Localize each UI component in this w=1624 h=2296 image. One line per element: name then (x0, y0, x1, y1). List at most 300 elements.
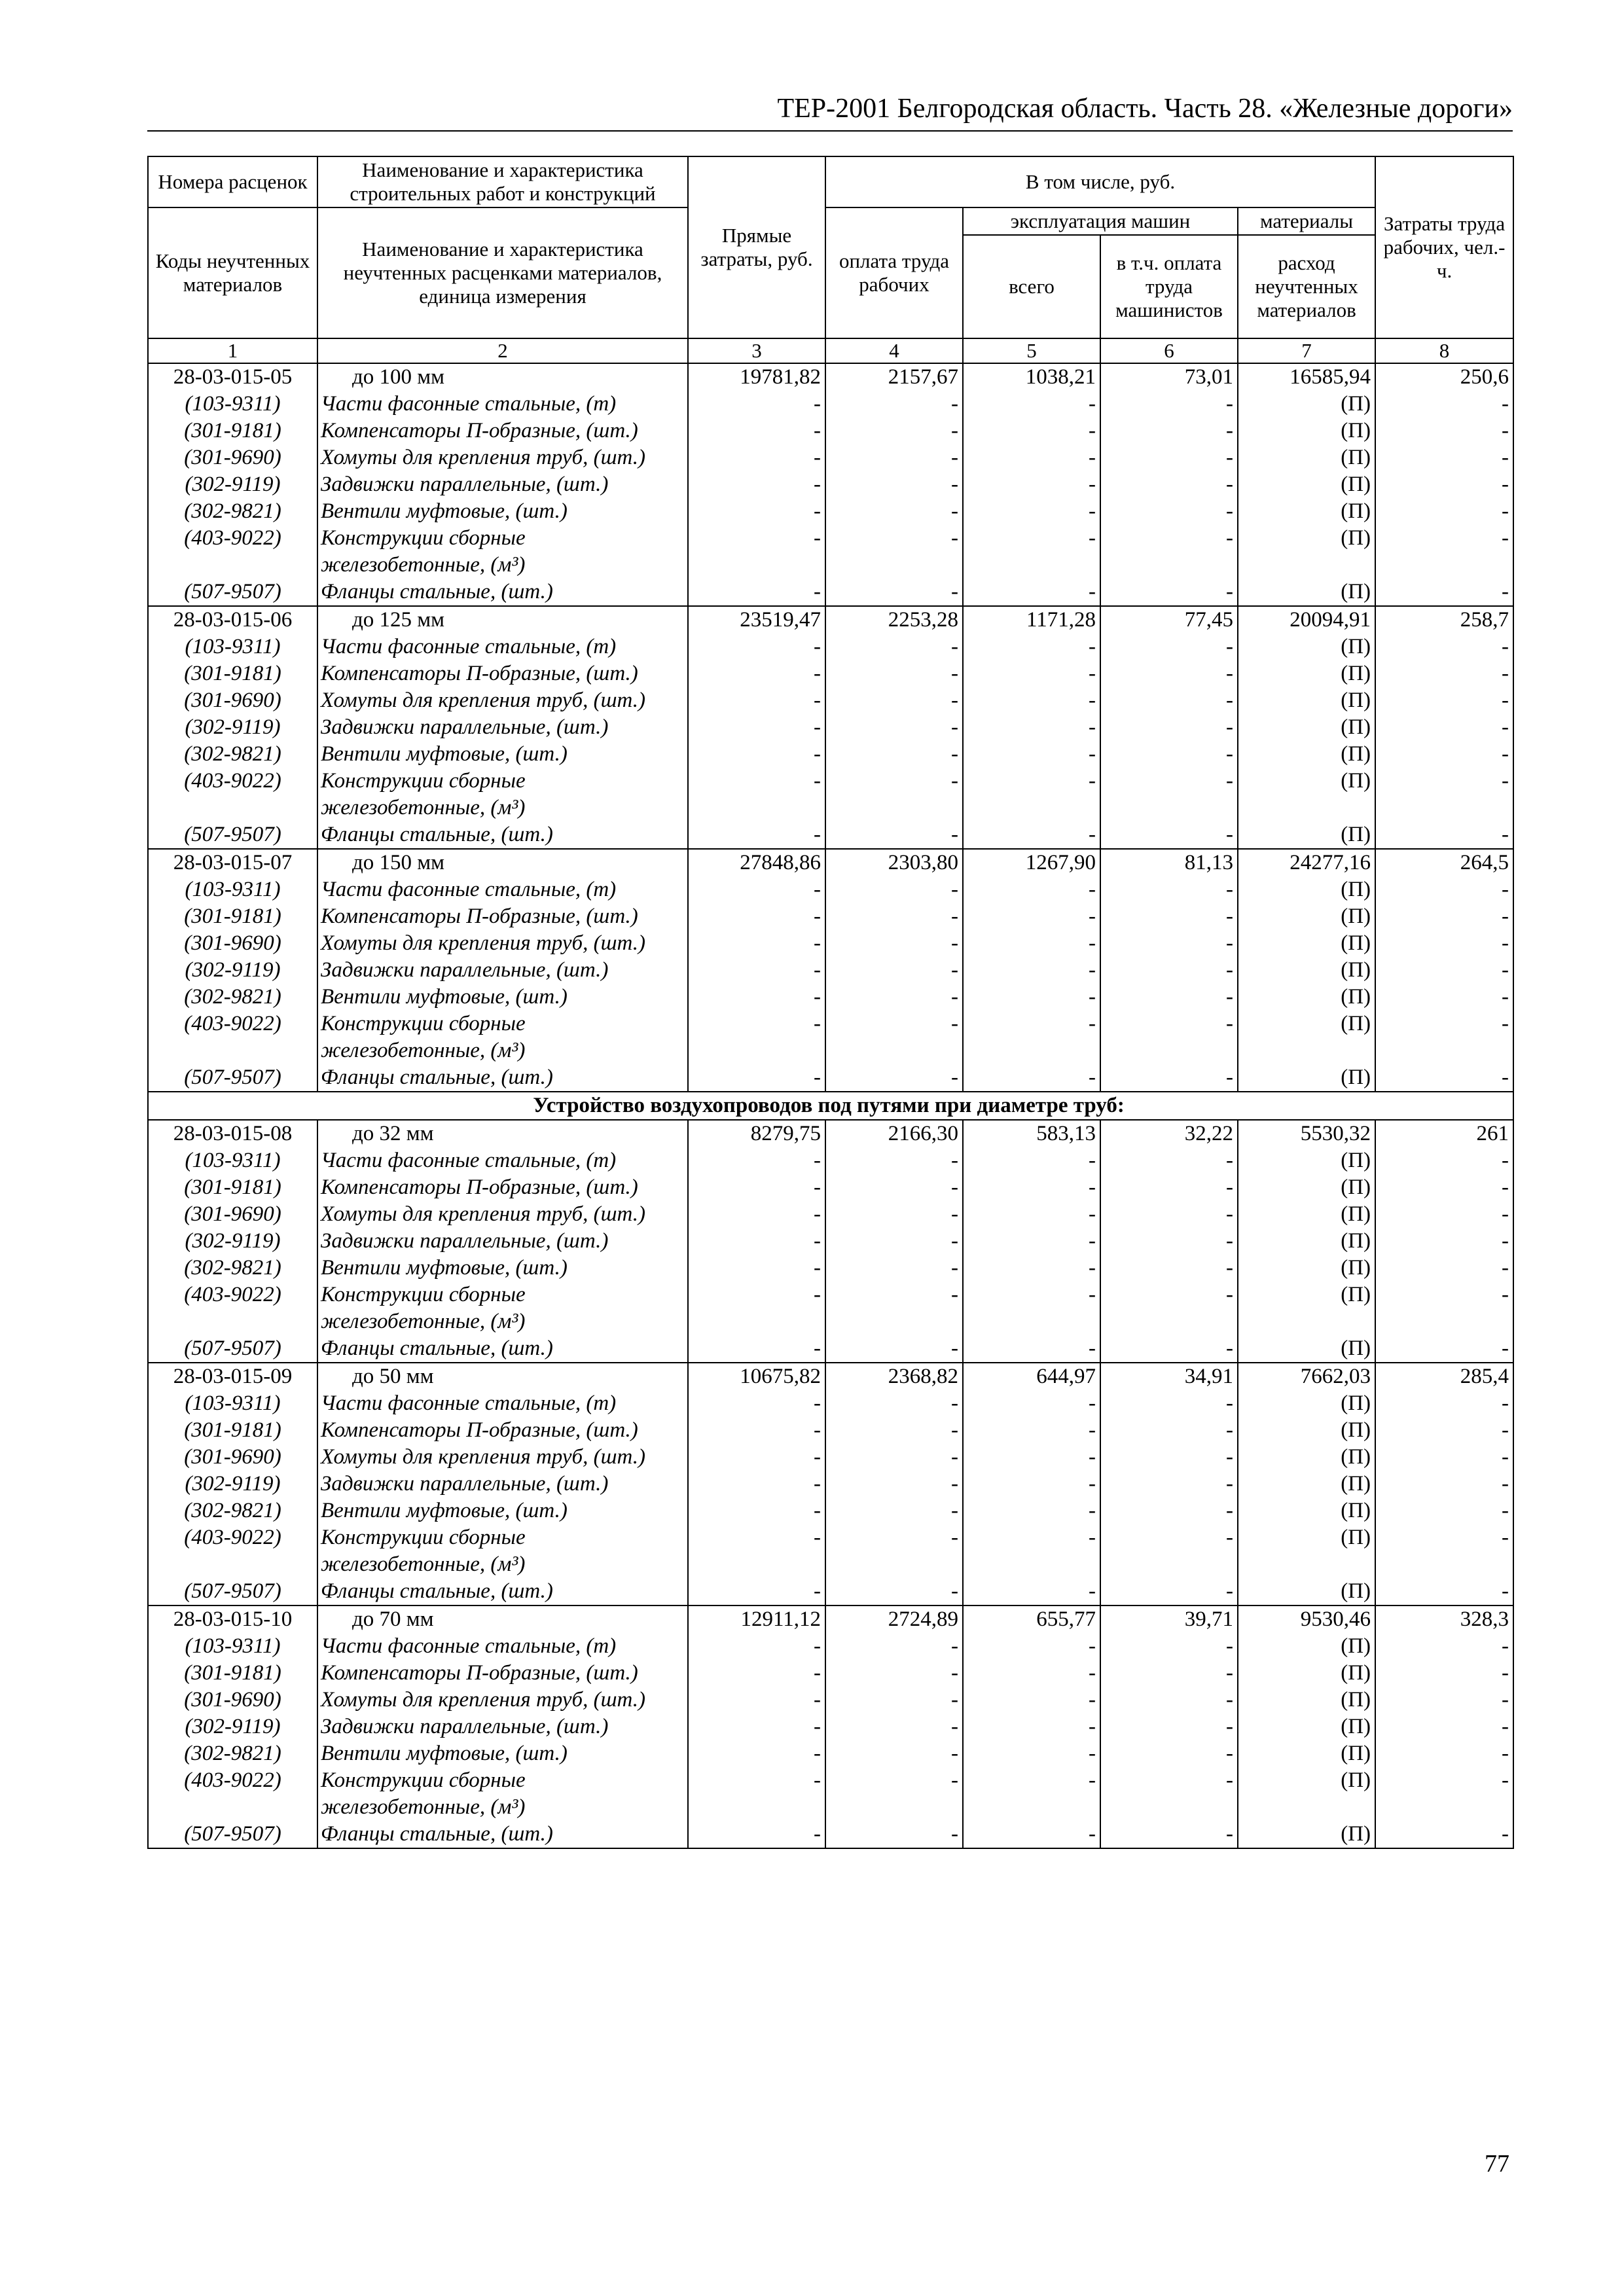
header-rule (147, 130, 1513, 132)
material-code: (507-9507) (148, 821, 317, 849)
material-flag: (П) (1238, 984, 1375, 1011)
rate-value: 39,71 (1100, 1605, 1238, 1633)
rate-code: 28-03-015-06 (148, 606, 317, 634)
material-row (148, 1417, 1513, 1444)
material-dash: - (1375, 1444, 1513, 1471)
price-table (147, 156, 1514, 1849)
column-number: 8 (1375, 338, 1513, 363)
column-number: 2 (317, 338, 688, 363)
material-name: Хомуты для крепления труб, (шт.) (317, 444, 688, 471)
material-dash: - (1100, 1174, 1238, 1201)
material-code: (507-9507) (148, 1064, 317, 1092)
material-dash: - (1100, 876, 1238, 903)
material-dash: - (963, 525, 1100, 579)
material-dash: - (688, 1147, 825, 1174)
rate-value: 2368,82 (825, 1363, 963, 1390)
material-dash: - (825, 391, 963, 418)
material-dash: - (963, 957, 1100, 984)
rate-row (148, 1363, 1513, 1390)
material-dash: - (1100, 1444, 1238, 1471)
material-dash: - (963, 1201, 1100, 1228)
material-dash: - (825, 634, 963, 660)
material-dash: - (688, 418, 825, 444)
material-dash: - (1100, 1740, 1238, 1767)
material-dash: - (825, 687, 963, 714)
material-name: Части фасонные стальные, (т) (317, 1390, 688, 1417)
material-dash: - (688, 1660, 825, 1687)
rate-value: 264,5 (1375, 849, 1513, 876)
material-code: (301-9690) (148, 1444, 317, 1471)
material-dash: - (688, 1255, 825, 1282)
material-row (148, 471, 1513, 498)
material-dash: - (688, 579, 825, 606)
material-dash: - (688, 1767, 825, 1821)
rate-value: 8279,75 (688, 1120, 825, 1147)
material-dash: - (963, 1767, 1100, 1821)
material-code: (403-9022) (148, 525, 317, 579)
material-dash: - (825, 1417, 963, 1444)
material-dash: - (1100, 1578, 1238, 1605)
material-dash: - (1375, 1147, 1513, 1174)
material-dash: - (963, 876, 1100, 903)
material-row (148, 1633, 1513, 1660)
col-material-codes-header: Коды неучтенных материалов (148, 207, 317, 338)
material-flag: (П) (1238, 1498, 1375, 1524)
material-row (148, 1660, 1513, 1687)
material-dash: - (1100, 984, 1238, 1011)
material-dash: - (1100, 1767, 1238, 1821)
material-dash: - (963, 714, 1100, 741)
material-dash: - (688, 984, 825, 1011)
material-name: Компенсаторы П-образные, (шт.) (317, 660, 688, 687)
rate-value: 9530,46 (1238, 1605, 1375, 1633)
material-dash: - (1100, 1228, 1238, 1255)
material-name: Задвижки параллельные, (шт.) (317, 714, 688, 741)
material-dash: - (963, 1444, 1100, 1471)
material-code: (301-9690) (148, 687, 317, 714)
material-flag: (П) (1238, 579, 1375, 606)
material-code: (302-9119) (148, 1228, 317, 1255)
material-row (148, 821, 1513, 849)
rate-value: 23519,47 (688, 606, 825, 634)
material-dash: - (688, 1174, 825, 1201)
material-dash: - (688, 1740, 825, 1767)
material-dash: - (963, 1147, 1100, 1174)
material-flag: (П) (1238, 1821, 1375, 1848)
material-code: (302-9821) (148, 1498, 317, 1524)
material-name: Фланцы стальные, (шт.) (317, 1064, 688, 1092)
material-dash: - (963, 1064, 1100, 1092)
rate-value: 1171,28 (963, 606, 1100, 634)
material-code: (302-9119) (148, 471, 317, 498)
material-dash: - (1100, 957, 1238, 984)
material-name: Конструкции сборные железобетонные, (м³) (317, 1282, 688, 1335)
material-dash: - (1100, 579, 1238, 606)
material-code: (403-9022) (148, 1767, 317, 1821)
material-dash: - (825, 1444, 963, 1471)
col-labor-hours-header: Затраты труда рабочих, чел.-ч. (1375, 156, 1513, 338)
material-flag: (П) (1238, 741, 1375, 768)
material-name: Компенсаторы П-образные, (шт.) (317, 1660, 688, 1687)
material-code: (403-9022) (148, 1282, 317, 1335)
material-name: Компенсаторы П-образные, (шт.) (317, 903, 688, 930)
material-dash: - (1375, 471, 1513, 498)
material-dash: - (825, 1201, 963, 1228)
material-dash: - (825, 1498, 963, 1524)
material-dash: - (1375, 1255, 1513, 1282)
material-row (148, 903, 1513, 930)
material-dash: - (825, 1174, 963, 1201)
material-dash: - (1100, 1335, 1238, 1363)
material-dash: - (1100, 741, 1238, 768)
material-name: Компенсаторы П-образные, (шт.) (317, 1417, 688, 1444)
material-flag: (П) (1238, 714, 1375, 741)
material-flag: (П) (1238, 660, 1375, 687)
material-dash: - (688, 1335, 825, 1363)
material-dash: - (1375, 930, 1513, 957)
material-dash: - (688, 1390, 825, 1417)
material-dash: - (963, 1255, 1100, 1282)
table-body (148, 363, 1513, 1848)
material-flag: (П) (1238, 1201, 1375, 1228)
rate-value: 258,7 (1375, 606, 1513, 634)
material-row (148, 930, 1513, 957)
material-row (148, 1444, 1513, 1471)
rate-row (148, 1120, 1513, 1147)
column-number: 3 (688, 338, 825, 363)
col-direct-costs-header: Прямые затраты, руб. (688, 156, 825, 338)
material-row (148, 444, 1513, 471)
material-dash: - (1100, 1147, 1238, 1174)
material-flag: (П) (1238, 1444, 1375, 1471)
material-flag: (П) (1238, 821, 1375, 849)
material-dash: - (688, 471, 825, 498)
material-row (148, 1201, 1513, 1228)
material-code: (403-9022) (148, 1524, 317, 1578)
rate-code: 28-03-015-09 (148, 1363, 317, 1390)
material-dash: - (825, 1713, 963, 1740)
rate-value: 27848,86 (688, 849, 825, 876)
material-code: (301-9181) (148, 903, 317, 930)
material-code: (301-9181) (148, 1660, 317, 1687)
material-dash: - (963, 741, 1100, 768)
material-dash: - (688, 1444, 825, 1471)
material-flag: (П) (1238, 930, 1375, 957)
rate-value: 77,45 (1100, 606, 1238, 634)
material-row (148, 1713, 1513, 1740)
material-dash: - (1375, 984, 1513, 1011)
material-code: (103-9311) (148, 1147, 317, 1174)
rate-value: 655,77 (963, 1605, 1100, 1633)
material-code: (301-9690) (148, 1687, 317, 1713)
material-code: (103-9311) (148, 1390, 317, 1417)
material-code: (302-9821) (148, 741, 317, 768)
material-dash: - (688, 957, 825, 984)
rate-value: 1038,21 (963, 363, 1100, 391)
material-dash: - (963, 1471, 1100, 1498)
material-dash: - (1375, 1335, 1513, 1363)
rate-value: 5530,32 (1238, 1120, 1375, 1147)
material-dash: - (1375, 579, 1513, 606)
material-dash: - (963, 687, 1100, 714)
material-name: Хомуты для крепления труб, (шт.) (317, 1201, 688, 1228)
material-dash: - (1375, 391, 1513, 418)
material-row (148, 1821, 1513, 1848)
material-dash: - (825, 1011, 963, 1064)
material-dash: - (1375, 1471, 1513, 1498)
material-name: Конструкции сборные железобетонные, (м³) (317, 525, 688, 579)
material-flag: (П) (1238, 1578, 1375, 1605)
rate-value: 583,13 (963, 1120, 1100, 1147)
material-dash: - (1375, 1687, 1513, 1713)
rate-value: 16585,94 (1238, 363, 1375, 391)
group-materials-header: материалы (1238, 207, 1375, 235)
material-flag: (П) (1238, 1524, 1375, 1578)
material-row (148, 579, 1513, 606)
material-flag: (П) (1238, 1471, 1375, 1498)
material-name: Конструкции сборные железобетонные, (м³) (317, 1011, 688, 1064)
material-dash: - (825, 1821, 963, 1848)
material-dash: - (825, 1282, 963, 1335)
rate-row (148, 606, 1513, 634)
section-heading: Устройство воздухопроводов под путями при диаметре труб: (148, 1092, 1513, 1120)
material-dash: - (963, 1821, 1100, 1848)
material-name: Вентили муфтовые, (шт.) (317, 741, 688, 768)
material-dash: - (963, 1498, 1100, 1524)
rate-value: 73,01 (1100, 363, 1238, 391)
column-numbers-row (148, 338, 1513, 363)
material-dash: - (825, 418, 963, 444)
rate-value: 2253,28 (825, 606, 963, 634)
rate-value: 2166,30 (825, 1120, 963, 1147)
material-dash: - (825, 1633, 963, 1660)
material-dash: - (963, 1335, 1100, 1363)
rate-row (148, 363, 1513, 391)
rate-code: 28-03-015-10 (148, 1605, 317, 1633)
material-dash: - (963, 1390, 1100, 1417)
material-dash: - (1375, 1064, 1513, 1092)
rate-value: 20094,91 (1238, 606, 1375, 634)
material-flag: (П) (1238, 525, 1375, 579)
material-code: (301-9181) (148, 660, 317, 687)
material-dash: - (963, 660, 1100, 687)
material-flag: (П) (1238, 1147, 1375, 1174)
material-dash: - (688, 1713, 825, 1740)
material-dash: - (825, 1687, 963, 1713)
material-dash: - (1375, 903, 1513, 930)
material-dash: - (688, 930, 825, 957)
rate-value: 81,13 (1100, 849, 1238, 876)
material-dash: - (1100, 903, 1238, 930)
material-row (148, 1228, 1513, 1255)
material-row (148, 714, 1513, 741)
material-name: Задвижки параллельные, (шт.) (317, 471, 688, 498)
rate-name: до 70 мм (317, 1605, 688, 1633)
material-row (148, 1687, 1513, 1713)
col-material-name-header: Наименование и характеристика неучтенных расценками материалов, единица измерения (317, 207, 688, 338)
col-material-usage-header: расход неучтенных материалов (1238, 235, 1375, 338)
material-dash: - (825, 1147, 963, 1174)
material-dash: - (1100, 1713, 1238, 1740)
material-code: (301-9690) (148, 444, 317, 471)
material-code: (507-9507) (148, 1335, 317, 1363)
material-dash: - (1100, 634, 1238, 660)
material-row (148, 768, 1513, 821)
col-work-name-header: Наименование и характеристика строительных работ и конструкций (317, 156, 688, 207)
material-dash: - (825, 1740, 963, 1767)
material-dash: - (1100, 1201, 1238, 1228)
material-name: Вентили муфтовые, (шт.) (317, 498, 688, 525)
material-dash: - (1375, 1578, 1513, 1605)
material-row (148, 1011, 1513, 1064)
rate-value: 34,91 (1100, 1363, 1238, 1390)
material-dash: - (963, 471, 1100, 498)
material-dash: - (688, 1498, 825, 1524)
material-dash: - (688, 1228, 825, 1255)
material-name: Хомуты для крепления труб, (шт.) (317, 687, 688, 714)
material-dash: - (963, 418, 1100, 444)
material-flag: (П) (1238, 444, 1375, 471)
material-dash: - (1100, 660, 1238, 687)
column-number: 1 (148, 338, 317, 363)
section-heading-row (148, 1092, 1513, 1120)
material-row (148, 634, 1513, 660)
material-dash: - (688, 1578, 825, 1605)
material-dash: - (825, 1390, 963, 1417)
material-row (148, 1282, 1513, 1335)
material-dash: - (1375, 1011, 1513, 1064)
material-name: Задвижки параллельные, (шт.) (317, 1471, 688, 1498)
material-dash: - (825, 984, 963, 1011)
material-dash: - (825, 1064, 963, 1092)
material-dash: - (688, 1064, 825, 1092)
material-dash: - (1100, 1390, 1238, 1417)
material-flag: (П) (1238, 1633, 1375, 1660)
material-dash: - (963, 1687, 1100, 1713)
material-dash: - (1100, 687, 1238, 714)
rate-code: 28-03-015-08 (148, 1120, 317, 1147)
rate-name: до 150 мм (317, 849, 688, 876)
material-dash: - (825, 1228, 963, 1255)
material-row (148, 876, 1513, 903)
material-code: (301-9690) (148, 1201, 317, 1228)
material-dash: - (1375, 634, 1513, 660)
material-row (148, 1335, 1513, 1363)
material-dash: - (688, 768, 825, 821)
material-dash: - (1100, 821, 1238, 849)
material-name: Части фасонные стальные, (т) (317, 391, 688, 418)
material-code: (103-9311) (148, 1633, 317, 1660)
material-dash: - (963, 1011, 1100, 1064)
material-dash: - (963, 498, 1100, 525)
material-dash: - (1375, 1660, 1513, 1687)
material-dash: - (688, 1011, 825, 1064)
rate-value: 328,3 (1375, 1605, 1513, 1633)
material-dash: - (825, 471, 963, 498)
rate-value: 24277,16 (1238, 849, 1375, 876)
material-dash: - (963, 1228, 1100, 1255)
material-dash: - (1375, 1390, 1513, 1417)
material-dash: - (1100, 1011, 1238, 1064)
material-name: Компенсаторы П-образные, (шт.) (317, 418, 688, 444)
material-dash: - (963, 984, 1100, 1011)
material-dash: - (1375, 418, 1513, 444)
material-name: Фланцы стальные, (шт.) (317, 821, 688, 849)
material-dash: - (1100, 1660, 1238, 1687)
rate-value: 19781,82 (688, 363, 825, 391)
material-row (148, 660, 1513, 687)
rate-value: 261 (1375, 1120, 1513, 1147)
material-dash: - (1375, 1498, 1513, 1524)
material-dash: - (1375, 957, 1513, 984)
material-flag: (П) (1238, 876, 1375, 903)
material-dash: - (1100, 1417, 1238, 1444)
material-dash: - (963, 1713, 1100, 1740)
material-dash: - (688, 1471, 825, 1498)
material-dash: - (825, 1524, 963, 1578)
material-flag: (П) (1238, 957, 1375, 984)
material-dash: - (963, 903, 1100, 930)
material-name: Задвижки параллельные, (шт.) (317, 1713, 688, 1740)
material-dash: - (688, 687, 825, 714)
material-code: (302-9119) (148, 714, 317, 741)
material-code: (507-9507) (148, 1578, 317, 1605)
material-dash: - (963, 391, 1100, 418)
material-dash: - (688, 498, 825, 525)
material-dash: - (688, 391, 825, 418)
material-dash: - (963, 634, 1100, 660)
material-row (148, 1174, 1513, 1201)
material-dash: - (1375, 1740, 1513, 1767)
material-dash: - (1375, 741, 1513, 768)
material-dash: - (1375, 876, 1513, 903)
material-flag: (П) (1238, 1687, 1375, 1713)
material-flag: (П) (1238, 1255, 1375, 1282)
material-dash: - (825, 821, 963, 849)
material-dash: - (1375, 1228, 1513, 1255)
material-code: (302-9119) (148, 957, 317, 984)
material-row (148, 957, 1513, 984)
material-dash: - (963, 444, 1100, 471)
material-flag: (П) (1238, 471, 1375, 498)
material-dash: - (825, 930, 963, 957)
material-flag: (П) (1238, 687, 1375, 714)
rate-value: 7662,03 (1238, 1363, 1375, 1390)
material-row (148, 984, 1513, 1011)
material-dash: - (963, 579, 1100, 606)
col-worker-pay-header: оплата труда рабочих (825, 207, 963, 338)
rate-value: 12911,12 (688, 1605, 825, 1633)
material-dash: - (825, 498, 963, 525)
material-dash: - (825, 525, 963, 579)
material-dash: - (688, 1282, 825, 1335)
material-dash: - (1100, 1471, 1238, 1498)
rate-value: 2724,89 (825, 1605, 963, 1633)
material-dash: - (963, 1660, 1100, 1687)
material-flag: (П) (1238, 498, 1375, 525)
material-dash: - (1100, 1498, 1238, 1524)
col-machines-total-header: всего (963, 235, 1100, 338)
material-code: (103-9311) (148, 876, 317, 903)
rate-value: 644,97 (963, 1363, 1100, 1390)
material-dash: - (688, 1821, 825, 1848)
material-row (148, 525, 1513, 579)
material-dash: - (963, 1282, 1100, 1335)
material-dash: - (1100, 714, 1238, 741)
material-flag: (П) (1238, 1335, 1375, 1363)
material-dash: - (1375, 525, 1513, 579)
material-flag: (П) (1238, 1282, 1375, 1335)
